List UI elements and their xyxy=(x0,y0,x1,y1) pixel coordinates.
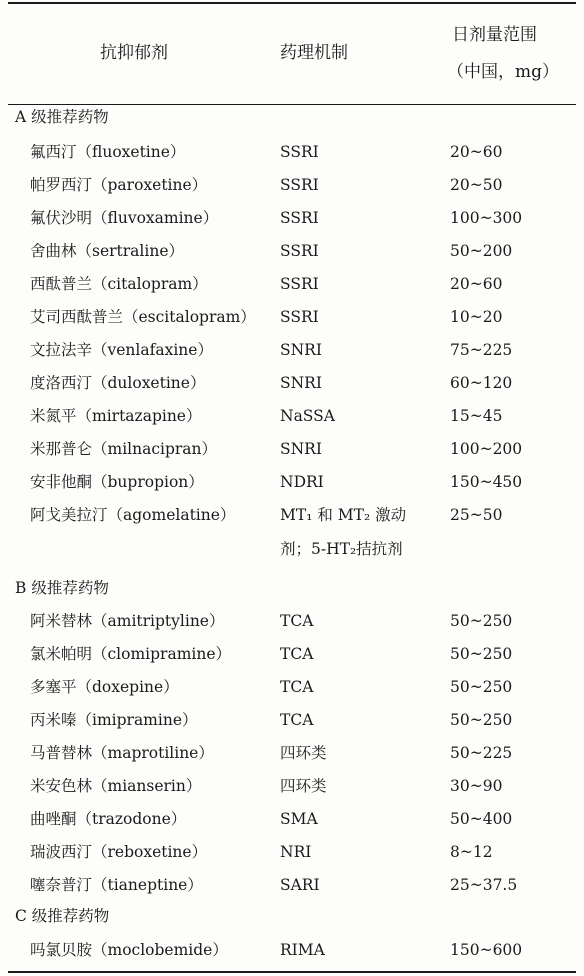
section-title: C 级推荐药物 xyxy=(15,907,110,925)
mechanism-cell: SSRI xyxy=(280,143,319,161)
mechanism-cell: MT₁ 和 MT₂ 激动 xyxy=(280,506,407,524)
drug-name-cell: 多塞平（doxepine） xyxy=(30,678,179,696)
dose-range-cell: 20~60 xyxy=(450,143,503,161)
mechanism-cell: RIMA xyxy=(280,941,325,959)
section-title: A 级推荐药物 xyxy=(15,108,109,126)
dose-range-cell: 150~600 xyxy=(450,941,523,959)
drug-name-cell: 舍曲林（sertraline） xyxy=(30,242,184,260)
drug-name-cell: 安非他酮（bupropion） xyxy=(30,473,204,491)
drug-name-cell: 米那普仑（milnacipran） xyxy=(30,440,218,458)
table-row xyxy=(0,170,584,203)
table-row xyxy=(0,500,584,558)
mechanism-cell: 四环类 xyxy=(280,744,327,762)
drug-name-cell: 丙米嗪（imipramine） xyxy=(30,711,198,729)
drug-name-cell: 氟西汀（fluoxetine） xyxy=(30,143,186,161)
drug-name-cell: 马普替林（maprotiline） xyxy=(30,744,214,762)
table-row xyxy=(0,137,584,170)
mechanism-cell: SSRI xyxy=(280,275,319,293)
drug-name-cell: 米氮平（mirtazapine） xyxy=(30,407,202,425)
table-row xyxy=(0,302,584,335)
table-row xyxy=(0,935,584,968)
dose-range-cell: 20~60 xyxy=(450,275,503,293)
dose-range-cell: 50~250 xyxy=(450,678,513,696)
drug-name-cell: 西酞普兰（citalopram） xyxy=(30,275,208,293)
table-row xyxy=(0,467,584,500)
drug-name-cell: 阿米替林（amitriptyline） xyxy=(30,612,225,630)
drug-name-cell: 曲唑酮（trazodone） xyxy=(30,810,187,828)
table-row xyxy=(0,335,584,368)
mechanism-cell-continued: 剂；5-HT₂拮抗剂 xyxy=(280,540,403,558)
header-mechanism: 药理机制 xyxy=(280,43,348,63)
drug-name-cell: 文拉法辛（venlafaxine） xyxy=(30,341,213,359)
table-row xyxy=(0,639,584,672)
table-row xyxy=(0,203,584,236)
mechanism-cell: SSRI xyxy=(280,308,319,326)
mechanism-cell: TCA xyxy=(280,612,314,630)
mechanism-cell: TCA xyxy=(280,711,314,729)
table-row xyxy=(0,705,584,738)
mechanism-cell: NRI xyxy=(280,843,312,861)
mechanism-cell: NaSSA xyxy=(280,407,335,425)
drug-name-cell: 度洛西汀（duloxetine） xyxy=(30,374,206,392)
drug-name-cell: 阿戈美拉汀（agomelatine） xyxy=(30,506,236,524)
table-row xyxy=(0,401,584,434)
drug-name-cell: 吗氯贝胺（moclobemide） xyxy=(30,941,228,959)
table-row xyxy=(0,837,584,870)
mechanism-cell: SSRI xyxy=(280,209,319,227)
dose-range-cell: 60~120 xyxy=(450,374,513,392)
drug-name-cell: 瑞波西汀（reboxetine） xyxy=(30,843,208,861)
mechanism-cell: SNRI xyxy=(280,341,322,359)
table-row xyxy=(0,269,584,302)
mechanism-cell: SSRI xyxy=(280,176,319,194)
dose-range-cell: 50~200 xyxy=(450,242,513,260)
mechanism-cell: SNRI xyxy=(280,440,322,458)
mechanism-cell: TCA xyxy=(280,645,314,663)
section-title: B 级推荐药物 xyxy=(15,579,109,597)
dose-range-cell: 8~12 xyxy=(450,843,493,861)
dose-range-cell: 50~250 xyxy=(450,711,513,729)
mechanism-cell: SARI xyxy=(280,876,320,894)
dose-range-cell: 100~300 xyxy=(450,209,523,227)
drug-name-cell: 氯米帕明（clomipramine） xyxy=(30,645,232,663)
dose-range-cell: 100~200 xyxy=(450,440,523,458)
dose-range-cell: 10~20 xyxy=(450,308,503,326)
dose-range-cell: 150~450 xyxy=(450,473,523,491)
table-row xyxy=(0,870,584,903)
mechanism-cell: SMA xyxy=(280,810,318,828)
dose-range-cell: 75~225 xyxy=(450,341,513,359)
dose-range-cell: 50~250 xyxy=(450,612,513,630)
mechanism-cell: NDRI xyxy=(280,473,324,491)
mechanism-cell: SSRI xyxy=(280,242,319,260)
drug-name-cell: 米安色林（mianserin） xyxy=(30,777,202,795)
mechanism-cell: 四环类 xyxy=(280,777,327,795)
header-dose: 日剂量范围 xyxy=(452,25,537,45)
dose-range-cell: 50~400 xyxy=(450,810,513,828)
table-row xyxy=(0,606,584,639)
mechanism-cell: TCA xyxy=(280,678,314,696)
table-top-rule xyxy=(8,2,576,4)
dose-range-cell: 50~225 xyxy=(450,744,513,762)
table-row xyxy=(0,434,584,467)
dose-range-cell: 50~250 xyxy=(450,645,513,663)
dose-range-cell: 20~50 xyxy=(450,176,503,194)
dose-range-cell: 25~37.5 xyxy=(450,876,518,894)
table-row xyxy=(0,672,584,705)
table-row xyxy=(0,771,584,804)
drug-name-cell: 氟伏沙明（fluvoxamine） xyxy=(30,209,219,227)
header-dose-unit: （中国，mg） xyxy=(447,62,560,82)
header-rule xyxy=(8,104,576,105)
table-bottom-rule xyxy=(8,971,576,973)
table-row xyxy=(0,236,584,269)
mechanism-cell: SNRI xyxy=(280,374,322,392)
table-row xyxy=(0,804,584,837)
table-row xyxy=(0,738,584,771)
drug-name-cell: 艾司西酞普兰（escitalopram） xyxy=(30,308,256,326)
drug-name-cell: 帕罗西汀（paroxetine） xyxy=(30,176,208,194)
table-row xyxy=(0,368,584,401)
drug-name-cell: 噻奈普汀（tianeptine） xyxy=(30,876,203,894)
dose-range-cell: 30~90 xyxy=(450,777,503,795)
dose-range-cell: 15~45 xyxy=(450,407,503,425)
header-drug: 抗抑郁剂 xyxy=(100,43,168,63)
dose-range-cell: 25~50 xyxy=(450,506,503,524)
